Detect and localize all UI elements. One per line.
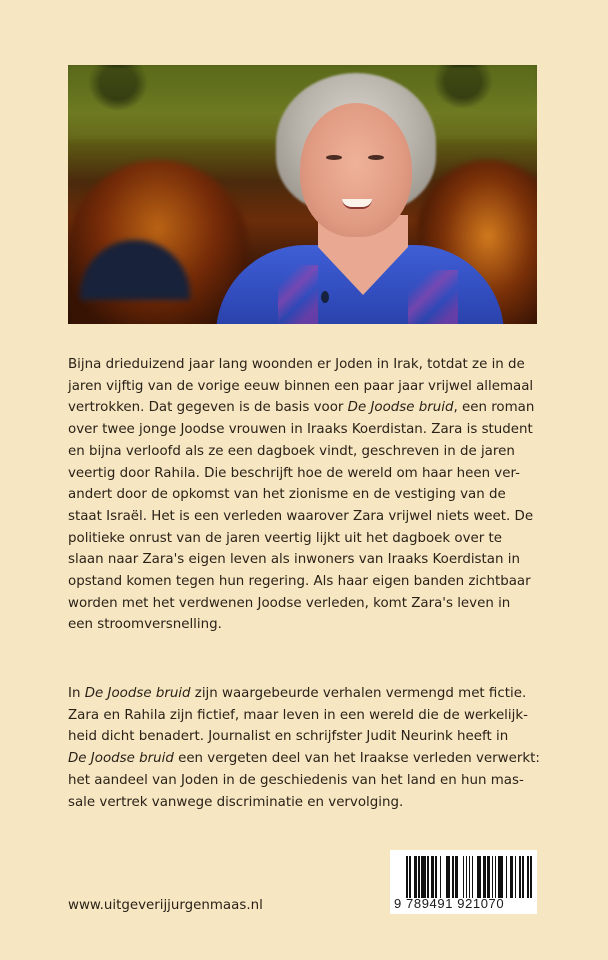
publisher-website: www.uitgeverijjurgenmaas.nl	[68, 898, 263, 913]
text-line: opstand komen tegen hun regering. Als haar eigen banden zichtbaar	[68, 574, 531, 590]
author-figure	[208, 65, 508, 324]
isbn-barcode	[390, 850, 537, 914]
book-title-italic: De Joodse bruid	[84, 686, 191, 701]
author-photo	[68, 65, 537, 324]
blurb-paragraph-2	[68, 683, 546, 813]
text-line: De Joodse bruid een vergeten deel van het Iraakse verleden verwerkt:	[68, 751, 540, 767]
text-line: vertrokken. Dat gegeven is de basis voor De Joodse bruid, een roman	[68, 400, 535, 416]
text-line: het aandeel van Joden in de geschiedenis van het land en hun mas-	[68, 772, 524, 788]
text-line: worden met het verdwenen Joodse verleden, komt Zara's leven in	[68, 595, 511, 611]
text-line: In De Joodse bruid zijn waargebeurde verhalen vermengd met fictie.	[68, 686, 527, 701]
text-line: jaren vijftig van de vorige eeuw binnen een paar jaar vrijwel allemaal	[68, 378, 534, 394]
text-line: heid dicht benadert. Journalist en schrijfster Judit Neurink heeft in	[68, 729, 509, 745]
text-line: Bijna drieduizend jaar lang woonden er Joden in Irak, totdat ze in de	[68, 357, 525, 372]
shirt-embroidery-left	[278, 265, 318, 324]
text-line: slaan naar Zara's eigen leven als inwoners van Iraaks Koerdistan in	[68, 552, 520, 568]
face	[300, 103, 412, 237]
barcode-bar	[530, 856, 532, 898]
text-line: Zara en Rahila zijn fictief, maar leven in een wereld die de werkelijk-	[68, 707, 528, 723]
right-eye	[368, 155, 384, 160]
text-line: politieke onrust van de jaren veertig lijkt uit het dagboek over te	[68, 530, 503, 546]
blurb-paragraph-1	[68, 354, 546, 636]
necklace-pendant	[321, 291, 329, 303]
book-title-italic: De Joodse bruid	[68, 751, 174, 767]
text-line: een stroomversnelling.	[68, 617, 222, 633]
text-line: over twee jonge Joodse vrouwen in Iraaks Koerdistan. Zara is student	[68, 422, 533, 438]
shirt-embroidery-right	[408, 270, 458, 324]
text-line: andert door de opkomst van het zionisme en de vestiging van de	[68, 487, 506, 503]
book-title-italic: De Joodse bruid	[347, 400, 454, 416]
text-line: en bijna verloofd als ze een dagboek vindt, geschreven in de jaren	[68, 443, 515, 459]
isbn-number: 9 789491 921070	[394, 896, 505, 911]
left-eye	[326, 155, 342, 160]
text-line: sale vertrek vanwege discriminatie en vervolging.	[68, 794, 404, 810]
barcode-bars	[406, 856, 532, 898]
text-line: staat Israël. Het is een verleden waarover Zara vrijwel niets weet. De	[68, 508, 534, 524]
text-line: veertig door Rahila. Die beschrijft hoe de wereld om haar heen ver-	[68, 465, 520, 481]
